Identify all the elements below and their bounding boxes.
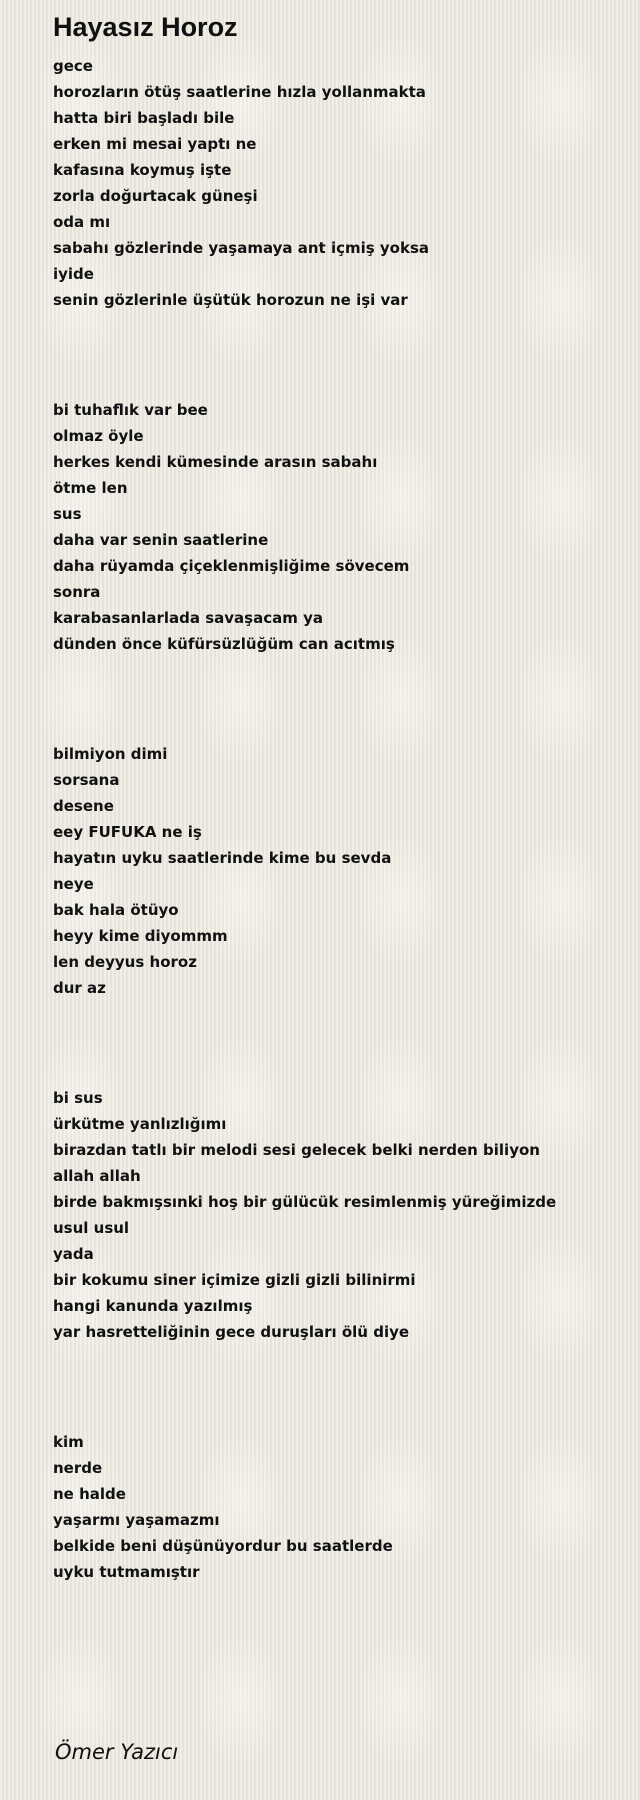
poem-line: karabasanlarlada savaşacam ya: [53, 609, 323, 627]
poem-line: yar hasretteliğinin gece duruşları ölü diye: [53, 1323, 410, 1341]
stanza-5: [53, 1429, 613, 1585]
poem-line: sonra: [53, 583, 101, 601]
poem-body: [53, 53, 613, 1585]
stanza-1: [53, 53, 613, 313]
poem-line: bi sus: [53, 1089, 103, 1107]
poem-line: daha var senin saatlerine: [53, 531, 269, 549]
poem-line: desene: [53, 797, 114, 815]
poem-line: horozların ötüş saatlerine hızla yollanmakta: [53, 83, 426, 101]
poem-line: hayatın uyku saatlerinde kime bu sevda: [53, 849, 392, 867]
poem-line: bak hala ötüyo: [53, 901, 179, 919]
stanza-2: [53, 397, 613, 657]
poem-line: birazdan tatlı bir melodi sesi gelecek belki nerden biliyon: [53, 1141, 540, 1159]
poem-line: neye: [53, 875, 94, 893]
poem-line: sorsana: [53, 771, 120, 789]
poem-line: allah allah: [53, 1167, 141, 1185]
poem-line: senin gözlerinle üşütük horozun ne işi var: [53, 291, 408, 309]
poem-line: zorla doğurtacak güneşi: [53, 187, 258, 205]
poem-line: sabahı gözlerinde yaşamaya ant içmiş yoksa: [53, 239, 430, 257]
poem-title: Hayasız Horoz: [53, 12, 238, 42]
poem-line: ötme len: [53, 479, 128, 497]
poem-line: nerde: [53, 1459, 103, 1477]
poem-line: dur az: [53, 979, 106, 997]
poem-line: ürkütme yanlızlığımı: [53, 1115, 227, 1133]
poem-line: len deyyus horoz: [53, 953, 197, 971]
poem-line: uyku tutmamıştır: [53, 1563, 200, 1581]
poem-line: kafasına koymuş işte: [53, 161, 232, 179]
poem-line: eey FUFUKA ne iş: [53, 823, 202, 841]
poem-line: birde bakmışsınki hoş bir gülücük resimlenmiş yüreğimizde: [53, 1193, 557, 1211]
poem-line: oda mı: [53, 213, 111, 231]
poem-line: heyy kime diyommm: [53, 927, 228, 945]
poem-line: usul usul: [53, 1219, 130, 1237]
poem-line: olmaz öyle: [53, 427, 144, 445]
poem-line: bi tuhaflık var bee: [53, 401, 208, 419]
poem-line: bilmiyon dimi: [53, 745, 168, 763]
poem-line: iyide: [53, 265, 94, 283]
stanza-3: [53, 741, 613, 1001]
poem-line: belkide beni düşünüyordur bu saatlerde: [53, 1537, 393, 1555]
poem-line: gece: [53, 57, 93, 75]
stanza-4: [53, 1085, 613, 1345]
poem-line: erken mi mesai yaptı ne: [53, 135, 257, 153]
poem-line: hatta biri başladı bile: [53, 109, 235, 127]
poem-line: dünden önce küfürsüzlüğüm can acıtmış: [53, 635, 395, 653]
poem-line: hangi kanunda yazılmış: [53, 1297, 253, 1315]
poem-line: ne halde: [53, 1485, 126, 1503]
poem-line: yaşarmı yaşamazmı: [53, 1511, 220, 1529]
poem-line: yada: [53, 1245, 94, 1263]
poem-author: Ömer Yazıcı: [55, 1740, 179, 1764]
poem-line: sus: [53, 505, 82, 523]
poem-line: herkes kendi kümesinde arasın sabahı: [53, 453, 378, 471]
poem-line: daha rüyamda çiçeklenmişliğime sövecem: [53, 557, 410, 575]
poem-line: bir kokumu siner içimize gizli gizli bilinirmi: [53, 1271, 416, 1289]
poem-container: [53, 0, 613, 1585]
poem-line: kim: [53, 1433, 84, 1451]
